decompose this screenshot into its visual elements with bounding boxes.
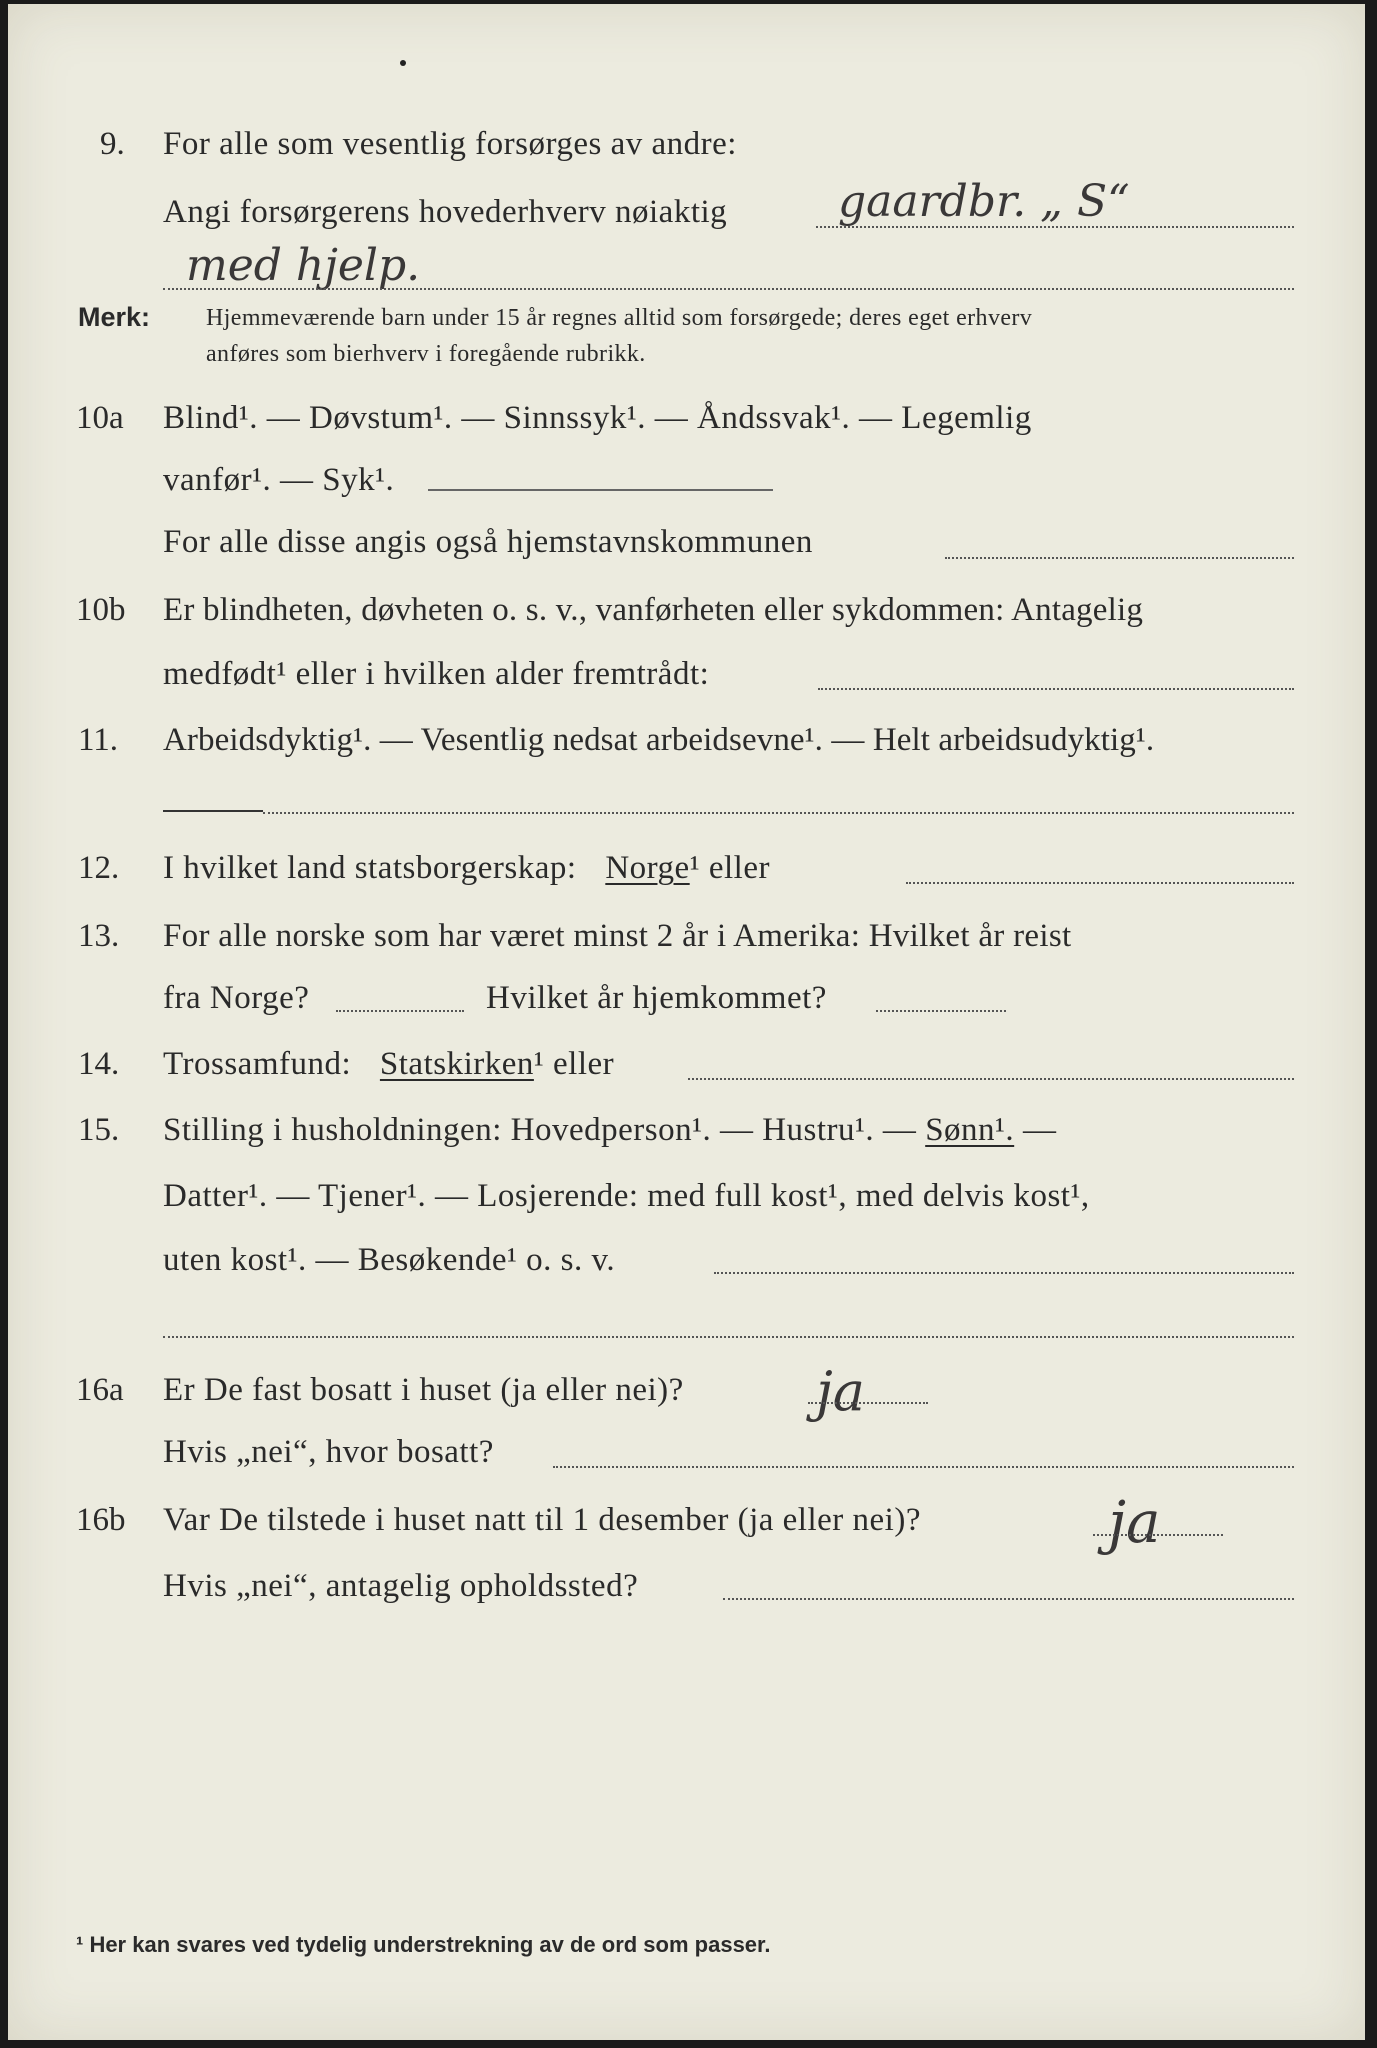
q16a-answer-dotted-line: [808, 1400, 928, 1404]
q13-dotted-line-b: [876, 1008, 1006, 1012]
q16a-dotted-line: [553, 1464, 1294, 1468]
q11-underline-short: [163, 810, 263, 812]
q14-dotted-line: [688, 1076, 1294, 1080]
q16a-number: 16a: [76, 1372, 124, 1408]
q14-line: [163, 1046, 614, 1083]
q16b-handwritten-answer: ja: [1108, 1488, 1161, 1556]
q10b-dotted-line: [818, 686, 1294, 690]
merk-note-line1: Hjemmeværende barn under 15 år regnes alltid som forsørgede; deres eget erhverv: [206, 305, 1033, 331]
q15-line1: [163, 1112, 1056, 1149]
q15-dotted-line: [714, 1270, 1294, 1274]
q15-number: 15.: [78, 1112, 120, 1148]
q9-handwritten-answer-2: med hjelp.: [186, 240, 421, 291]
q15-underlined-sonn: Sønn¹.: [925, 1112, 1015, 1148]
merk-label: Merk:: [78, 302, 151, 332]
q9-line1: For alle som vesentlig forsørges av andre:: [163, 126, 737, 162]
q12-dotted-line: [906, 880, 1294, 884]
census-form-page: [8, 4, 1365, 2040]
q15-line1-post: —: [1022, 1112, 1057, 1148]
q11-line1: Arbeidsdyktig¹. — Vesentlig nedsat arbeidsevne¹. — Helt arbeidsudyktig¹.: [163, 722, 1155, 758]
q11-number: 11.: [78, 722, 119, 758]
q13-number: 13.: [78, 918, 120, 954]
q12-number: 12.: [78, 850, 120, 886]
q9-dotted-line-2: [163, 286, 1294, 290]
q12-text: I hvilket land statsborgerskap:: [163, 850, 577, 886]
q14-post: ¹ eller: [533, 1046, 615, 1082]
footnote: ¹ Her kan svares ved tydelig understrekning av de ord som passer.: [76, 1932, 771, 1957]
q15-line3: uten kost¹. — Besøkende¹ o. s. v.: [163, 1242, 616, 1278]
q13-line2a: fra Norge?: [163, 980, 310, 1016]
q9-handwritten-answer-1: gaardbr. „ S“: [838, 176, 1130, 227]
q10b-line2: medfødt¹ eller i hvilken alder fremtrådt:: [163, 656, 710, 692]
q16b-number: 16b: [76, 1502, 126, 1538]
q16b-answer-dotted-line: [1093, 1532, 1223, 1536]
q10a-line3: For alle disse angis også hjemstavnskommunen: [163, 524, 813, 560]
q16b-dotted-line: [723, 1596, 1294, 1600]
q10a-line2: vanfør¹. — Syk¹.: [163, 462, 395, 498]
q12-line: [163, 850, 770, 887]
q16a-handwritten-answer: ja: [816, 1360, 865, 1423]
ink-dot: [400, 60, 406, 66]
q9-number: 9.: [100, 126, 125, 162]
q15-line2: Datter¹. — Tjener¹. — Losjerende: med full kost¹, med delvis kost¹,: [163, 1178, 1090, 1214]
q14-text: Trossamfund:: [163, 1046, 352, 1082]
q15-dotted-line-2: [163, 1334, 1294, 1338]
q10a-number: 10a: [76, 400, 124, 436]
q16a-line1: Er De fast bosatt i huset (ja eller nei)?: [163, 1372, 684, 1408]
q16b-line2: Hvis „nei“, antagelig opholdssted?: [163, 1568, 639, 1604]
q14-underlined-statskirken: Statskirken: [379, 1046, 534, 1082]
q10a-dotted-line: [945, 555, 1294, 559]
q15-line1-text: Stilling i husholdningen: Hovedperson¹. — Hustru¹. —: [163, 1112, 917, 1148]
q13-line2b: Hvilket år hjemkommet?: [486, 980, 827, 1016]
q13-dotted-line-a: [336, 1008, 464, 1012]
q10b-line1: Er blindheten, døvheten o. s. v., vanførheten eller sykdommen: Antagelig: [163, 592, 1144, 628]
q13-line1: For alle norske som har været minst 2 år i Amerika: Hvilket år reist: [163, 918, 1072, 954]
q10a-answer-line: [428, 489, 773, 491]
merk-note-line2: anføres som bierhverv i foregående rubrikk.: [206, 341, 646, 367]
q11-dotted-line: [263, 810, 1294, 814]
q16a-line2: Hvis „nei“, hvor bosatt?: [163, 1434, 494, 1470]
q12-underlined-norge: Norge: [605, 850, 690, 886]
q10a-line1: Blind¹. — Døvstum¹. — Sinnssyk¹. — Åndssvak¹. — Legemlig: [163, 400, 1032, 436]
q12-post: ¹ eller: [689, 850, 770, 886]
q14-number: 14.: [78, 1046, 120, 1082]
q16b-line1: Var De tilstede i huset natt til 1 desember (ja eller nei)?: [163, 1502, 921, 1538]
q9-line2: Angi forsørgerens hovederhverv nøiaktig: [163, 194, 728, 230]
q10b-number: 10b: [76, 592, 126, 628]
